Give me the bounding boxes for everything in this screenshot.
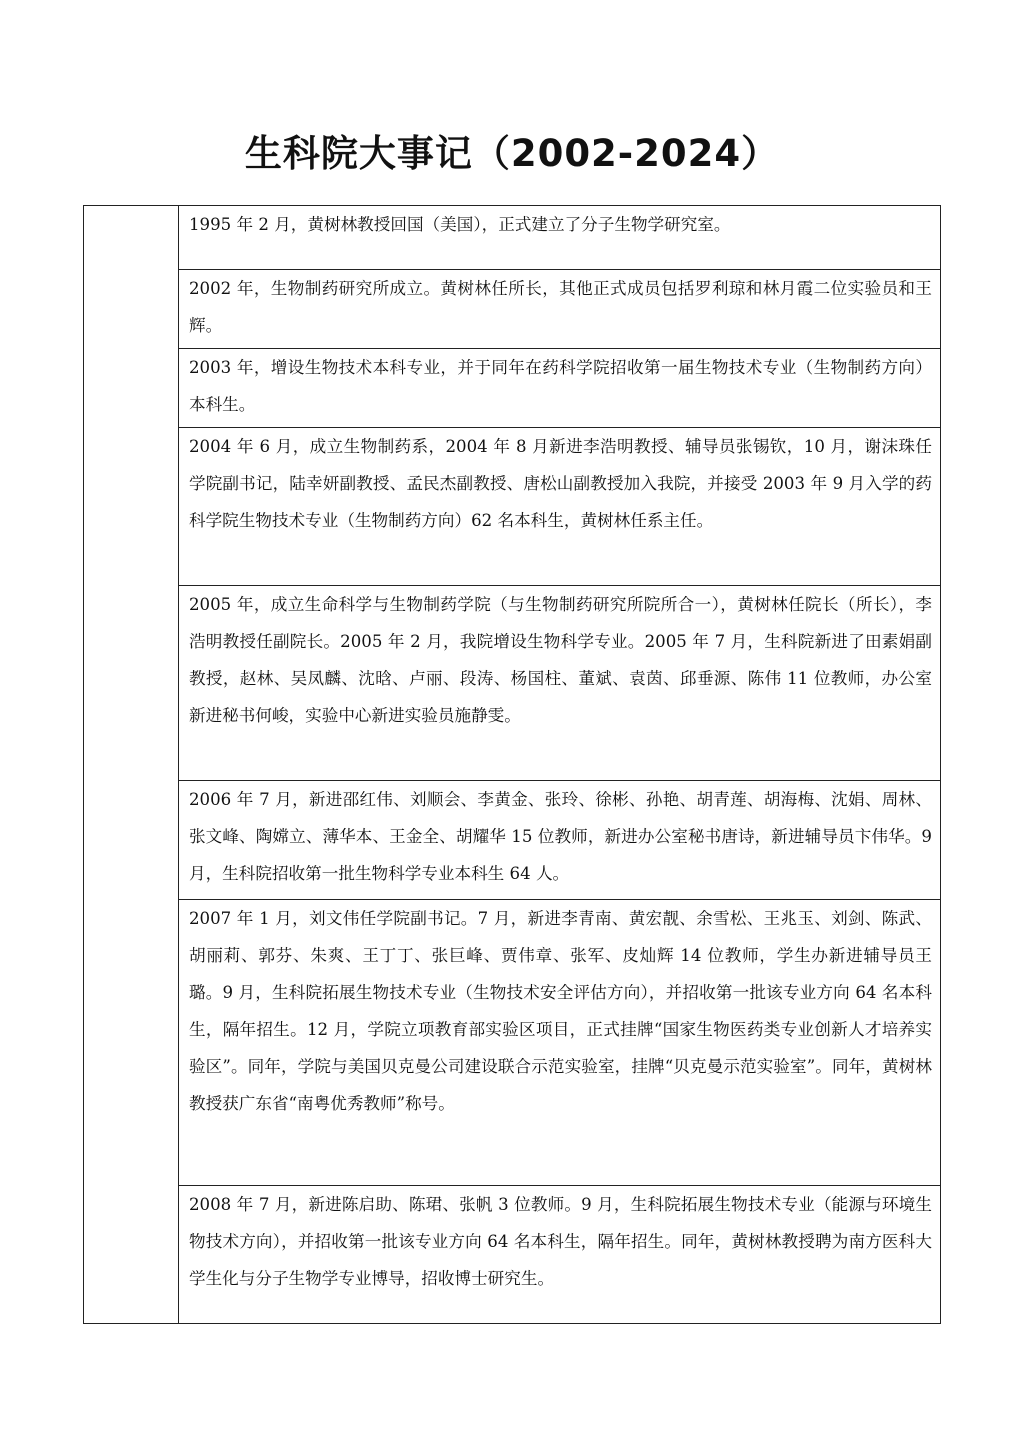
event-row-2004: 2004 年 6 月，成立生物制药系，2004 年 8 月新进李浩明教授、辅导员张锡钦，10 月，谢沫珠任学院副书记，陆幸妍副教授、孟民杰副教授、唐松山副教授加入我院，并接受 2003 年 9 月入学的药科学院生物技术专业（生物制药方向）62 名本科生，黄树林任系主任。 xyxy=(179,428,940,586)
event-row-2006: 2006 年 7 月，新进邵红伟、刘顺会、李黄金、张玲、徐彬、孙艳、胡青莲、胡海梅、沈娟、周林、张文峰、陶嫦立、薄华本、王金全、胡耀华 15 位教师，新进办公室秘书唐诗，新进辅导员卞伟华。9 月，生科院招收第一批生物科学专业本科生 64 人。 xyxy=(179,781,940,900)
page-title: 生科院大事记（2002-2024） xyxy=(244,132,780,175)
event-row-2007: 2007 年 1 月，刘文伟任学院副书记。7 月，新进李青南、黄宏靓、余雪松、王兆玉、刘剑、陈武、胡丽莉、郭芬、朱爽、王丁丁、张巨峰、贾伟章、张军、皮灿辉 14 位教师，学生办新进辅导员王璐。9 月，生科院拓展生物技术专业（生物技术安全评估方向），并招收第一批该专业方向 64 名本科生，隔年招生。12 月，学院立项教育部实验区项目，正式挂牌“国家生物医药类专业创新人才培养实验区”。同年，学院与美国贝克曼公司建设联合示范实验室，挂牌“贝克曼示范实验室”。同年，黄树林教授获广东省“南粤优秀教师”称号。 xyxy=(179,900,940,1186)
events-table xyxy=(83,205,941,1324)
empty-year-column xyxy=(84,206,179,1323)
event-row-2002: 2002 年，生物制药研究所成立。黄树林任所长，其他正式成员包括罗利琼和林月霞二位实验员和王辉。 xyxy=(179,270,940,349)
event-row-2003: 2003 年，增设生物技术本科专业，并于同年在药科学院招收第一届生物技术专业（生物制药方向）本科生。 xyxy=(179,349,940,428)
event-row-2005: 2005 年，成立生命科学与生物制药学院（与生物制药研究所院所合一），黄树林任院长（所长），李浩明教授任副院长。2005 年 2 月，我院增设生物科学专业。2005 年 7 月，生科院新进了田素娟副教授，赵林、吴凤麟、沈晗、卢丽、段涛、杨国柱、董斌、袁茵、邱垂源、陈伟 11 位教师，办公室新进秘书何峻，实验中心新进实验员施静雯。 xyxy=(179,586,940,781)
event-row-2008: 2008 年 7 月，新进陈启助、陈珺、张帆 3 位教师。9 月，生科院拓展生物技术专业（能源与环境生物技术方向），并招收第一批该专业方向 64 名本科生，隔年招生。同年，黄树林教授聘为南方医科大学生化与分子生物学专业博导，招收博士研究生。 xyxy=(189,1195,932,1288)
event-rows xyxy=(179,206,940,1323)
event-row-1995: 1995 年 2 月，黄树林教授回国（美国），正式建立了分子生物学研究室。 xyxy=(179,206,940,270)
